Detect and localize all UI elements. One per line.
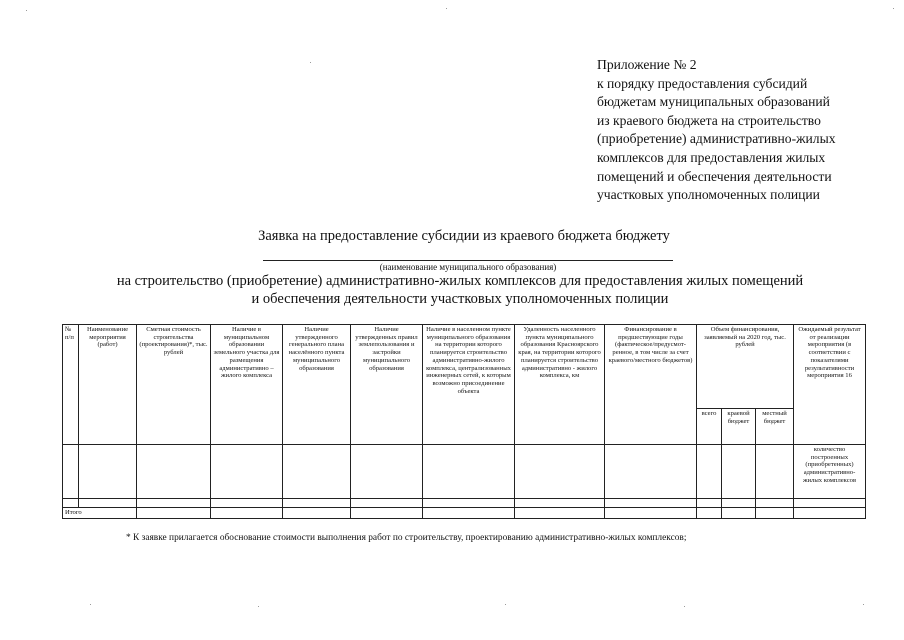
- appendix-header: [597, 56, 897, 205]
- cell[interactable]: [605, 508, 697, 519]
- cell[interactable]: [756, 445, 794, 499]
- cell[interactable]: [756, 499, 794, 508]
- title-line-3: и обеспечения деятельности участковых уполномоченных полиции: [251, 291, 669, 307]
- scan-speck: [863, 604, 864, 605]
- appendix-line: Приложение № 2: [597, 57, 697, 72]
- total-label: Итого: [63, 508, 137, 519]
- scan-speck: [310, 62, 311, 63]
- application-table: [62, 324, 866, 519]
- header-row: [63, 325, 866, 409]
- scan-speck: [446, 8, 447, 9]
- scan-speck: [90, 604, 91, 605]
- cell[interactable]: [722, 508, 756, 519]
- cell[interactable]: [283, 445, 351, 499]
- header-regional: краевой бюджет: [722, 409, 756, 445]
- cell[interactable]: [351, 445, 423, 499]
- cell[interactable]: [794, 499, 866, 508]
- appendix-line: бюджетам муниципальных образований: [597, 94, 830, 110]
- cell[interactable]: [515, 499, 605, 508]
- cell[interactable]: [351, 499, 423, 508]
- cell[interactable]: [63, 445, 79, 499]
- header-local: местный бюджет: [756, 409, 794, 445]
- cell[interactable]: [137, 508, 211, 519]
- header-volume: Объем финансирования, заявляемый на 2020 год, тыс. рублей: [697, 325, 794, 409]
- cell[interactable]: [351, 508, 423, 519]
- cell[interactable]: [283, 508, 351, 519]
- cell[interactable]: [697, 499, 722, 508]
- cell[interactable]: [423, 499, 515, 508]
- header-name: Наименование мероприятия (работ): [79, 325, 137, 445]
- title-line-2: на строительство (приобретение) административно-жилых комплексов для предоставления жилых помещений: [116, 273, 804, 289]
- cell[interactable]: [137, 445, 211, 499]
- scan-speck: [893, 8, 894, 9]
- appendix-line: помещений и обеспечения деятельности: [597, 168, 832, 184]
- header-total: всего: [697, 409, 722, 445]
- cell[interactable]: [697, 445, 722, 499]
- cell[interactable]: [722, 445, 756, 499]
- cell[interactable]: [423, 508, 515, 519]
- header-result: Ожидаемый результат от реализации мероприятия (в соответствии с показателями результативности мероприятия 16: [794, 325, 866, 445]
- header-rules: Наличие утвержденных правил землепользования и застройки муниципального образования: [351, 325, 423, 445]
- header-num: № п/п: [63, 325, 79, 445]
- scan-speck: [258, 606, 259, 607]
- cell[interactable]: [63, 499, 79, 508]
- cell[interactable]: [137, 499, 211, 508]
- header-genplan: Наличие утвержденного генерального плана населённого пункта муниципального образования: [283, 325, 351, 445]
- appendix-line: комплексов для предоставления жилых: [597, 149, 826, 165]
- cell[interactable]: [79, 445, 137, 499]
- cell[interactable]: [515, 508, 605, 519]
- cell[interactable]: [423, 445, 515, 499]
- cell[interactable]: [756, 508, 794, 519]
- appendix-line: участковых уполномоченных полиции: [597, 187, 820, 203]
- scan-speck: [505, 604, 506, 605]
- municipality-caption: (наименование муниципального образования): [379, 262, 557, 272]
- header-financing: Финансирование в предшествующие годы (фактическое/предусмот-ренное, в том числе за счет краевого/местного бюджетов): [605, 325, 697, 445]
- result-value-cell: количество построенных (приобретенных) административно-жилых комплексов: [794, 445, 866, 499]
- header-networks: Наличие в населенном пункте муниципального образования на территории которого планируется строительство административно-жилого комплекса, централизованных инженерных сетей, к которым возможно присоединение объекта: [423, 325, 515, 445]
- data-row: [63, 445, 866, 499]
- cell[interactable]: [794, 508, 866, 519]
- document-title: Заявка на предоставление субсидии из краевого бюджета бюджету: [258, 228, 670, 244]
- empty-row: [63, 499, 866, 508]
- cell[interactable]: [605, 499, 697, 508]
- scan-speck: [26, 10, 27, 11]
- municipality-fill-line: [263, 260, 673, 261]
- cell[interactable]: [515, 445, 605, 499]
- cell[interactable]: [605, 445, 697, 499]
- footnote: * К заявке прилагается обоснование стоимости выполнения работ по строительству, проектированию административно-жилых комплексов;: [126, 533, 687, 543]
- appendix-line: из краевого бюджета на строительство: [597, 112, 821, 128]
- cell[interactable]: [211, 499, 283, 508]
- header-cost: Сметная стоимость строительства (проектирования)*, тыс. рублей: [137, 325, 211, 445]
- appendix-line: к порядку предоставления субсидий: [597, 75, 808, 91]
- cell[interactable]: [722, 499, 756, 508]
- cell[interactable]: [79, 499, 137, 508]
- cell[interactable]: [211, 508, 283, 519]
- total-row: [63, 508, 866, 519]
- header-distance: Удаленность населенного пункта муниципального образования Красноярского края, на территории которого планируется строительство административно - жилого комплекса, км: [515, 325, 605, 445]
- appendix-line: (приобретение) административно-жилых: [597, 131, 836, 147]
- cell[interactable]: [283, 499, 351, 508]
- header-land: Наличие в муниципальном образовании земельного участка для размещения административно – жилого комплекса: [211, 325, 283, 445]
- cell[interactable]: [697, 508, 722, 519]
- scan-speck: [684, 606, 685, 607]
- cell[interactable]: [211, 445, 283, 499]
